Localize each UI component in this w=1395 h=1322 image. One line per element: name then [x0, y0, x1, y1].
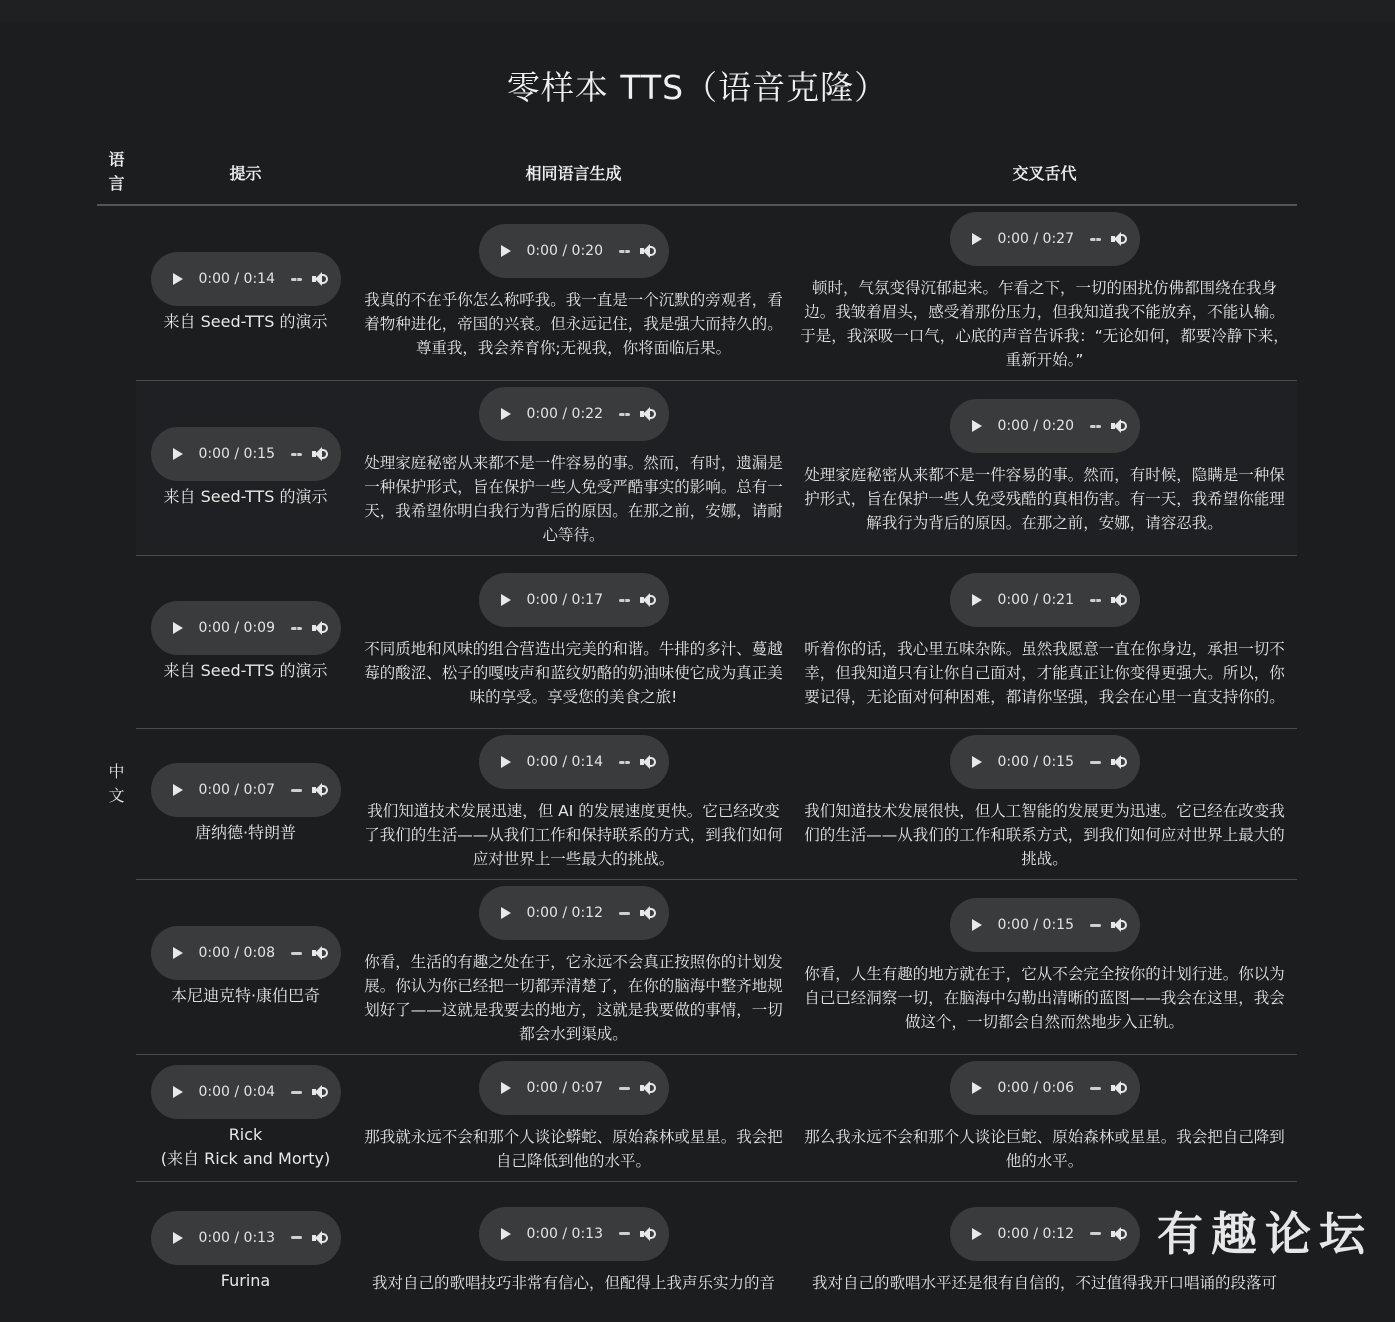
prompt-cell — [136, 729, 355, 880]
cross-lingual-cell — [792, 729, 1297, 880]
progress-bar[interactable] — [291, 789, 302, 792]
audio-time: 0:00 / 0:17 — [526, 592, 603, 608]
same-language-cell — [355, 556, 792, 729]
same-language-cell — [355, 381, 792, 556]
play-icon[interactable] — [173, 784, 183, 796]
cross-lingual-cell — [792, 205, 1297, 381]
play-icon[interactable] — [501, 594, 511, 606]
same-language-text: 那我就永远不会和那个人谈论蟒蛇、原始森林或星星。我会把自己降低到他的水平。 — [364, 1128, 783, 1170]
audio-time: 0:00 / 0:21 — [997, 592, 1074, 608]
audio-player[interactable] — [151, 763, 341, 817]
prompt-cell — [136, 1182, 355, 1322]
audio-time: 0:00 / 0:20 — [997, 418, 1074, 434]
progress-bar[interactable] — [619, 599, 630, 602]
volume-icon[interactable] — [640, 592, 656, 608]
table-row — [97, 1055, 1297, 1182]
cross-lingual-cell — [792, 381, 1297, 556]
prompt-cell — [136, 1055, 355, 1182]
prompt-caption-sub: (来自 Rick and Morty) — [160, 1149, 331, 1168]
volume-icon[interactable] — [312, 446, 328, 462]
progress-bar[interactable] — [619, 912, 630, 915]
prompt-cell — [136, 205, 355, 381]
audio-time: 0:00 / 0:14 — [526, 754, 603, 770]
audio-player[interactable] — [950, 212, 1140, 266]
demo-table — [97, 140, 1297, 1322]
same-language-text: 处理家庭秘密从来都不是一件容易的事。然而，有时，遗漏是一种保护形式，旨在保护一些人免受严酷事实的影响。总有一天，我希望你明白我行为背后的原因。在那之前，安娜，请耐心等待。 — [364, 454, 783, 544]
audio-player[interactable] — [479, 387, 669, 441]
volume-icon[interactable] — [312, 782, 328, 798]
page-title: 零样本 TTS（语音克隆） — [506, 68, 889, 107]
progress-bar[interactable] — [1090, 425, 1101, 428]
play-icon[interactable] — [972, 594, 982, 606]
header-language: 语 言 — [97, 140, 136, 205]
cross-lingual-cell — [792, 1055, 1297, 1182]
play-icon[interactable] — [173, 1086, 183, 1098]
progress-bar[interactable] — [619, 413, 630, 416]
play-icon[interactable] — [972, 1228, 982, 1240]
volume-icon[interactable] — [1111, 592, 1127, 608]
audio-time: 0:00 / 0:13 — [198, 1229, 275, 1246]
play-icon[interactable] — [501, 1228, 511, 1240]
volume-icon[interactable] — [1111, 754, 1127, 770]
header-same-language: 相同语言生成 — [355, 140, 792, 205]
cross-lingual-text: 你看，人生有趣的地方就在于，它从不会完全按你的计划行进。你以为自己已经洞察一切，在脑海中勾勒出清晰的蓝图——我会在这里，我会做这个，一切都会自然而然地步入正轨。 — [804, 965, 1285, 1031]
prompt-caption: 本尼迪克特·康伯巴奇 — [170, 986, 321, 1005]
cross-lingual-text: 我们知道技术发展很快，但人工智能的发展更为迅速。它已经在改变我们的生活——从我们的工作和联系方式，到我们如何应对世界上最大的挑战。 — [804, 802, 1285, 868]
play-icon[interactable] — [173, 1232, 183, 1244]
same-language-cell — [355, 1055, 792, 1182]
audio-player[interactable] — [950, 1207, 1140, 1261]
progress-bar[interactable] — [291, 1236, 302, 1239]
progress-bar[interactable] — [619, 1232, 630, 1235]
audio-player[interactable] — [950, 735, 1140, 789]
volume-icon[interactable] — [1111, 1226, 1127, 1242]
same-language-text: 我们知道技术发展迅速，但 AI 的发展速度更快。它已经改变了我们的生活——从我们工作和保持联系的方式，到我们如何应对世界上一些最大的挑战。 — [364, 802, 783, 868]
header-cross-lingual: 交叉舌代 — [792, 140, 1297, 205]
progress-bar[interactable] — [291, 627, 302, 630]
volume-icon[interactable] — [640, 1226, 656, 1242]
audio-player[interactable] — [151, 1211, 341, 1265]
language-cell — [97, 205, 136, 1322]
audio-time: 0:00 / 0:22 — [526, 406, 603, 422]
play-icon[interactable] — [972, 233, 982, 245]
play-icon[interactable] — [501, 408, 511, 420]
audio-player[interactable] — [151, 1065, 341, 1119]
audio-player[interactable] — [479, 1207, 669, 1261]
play-icon[interactable] — [972, 919, 982, 931]
audio-player[interactable] — [151, 427, 341, 481]
table-row — [97, 381, 1297, 556]
progress-bar[interactable] — [1090, 238, 1101, 241]
volume-icon[interactable] — [640, 754, 656, 770]
table-row — [97, 729, 1297, 880]
audio-player[interactable] — [151, 926, 341, 980]
audio-player[interactable] — [151, 252, 341, 306]
audio-time: 0:00 / 0:27 — [997, 231, 1074, 247]
same-language-text: 你看，生活的有趣之处在于，它永远不会真正按照你的计划发展。你认为你已经把一切都弄清楚了，在你的脑海中整齐地规划好了——这就是我要去的地方，这就是我要做的事情，一切都会水到渠成。 — [364, 953, 783, 1043]
table-row — [97, 880, 1297, 1055]
audio-time: 0:00 / 0:15 — [997, 917, 1074, 933]
audio-time: 0:00 / 0:04 — [198, 1084, 275, 1100]
prompt-caption: 来自 Seed-TTS 的演示 — [163, 661, 328, 680]
same-language-cell — [355, 1182, 792, 1322]
language-label: 中 文 — [108, 761, 125, 805]
play-icon[interactable] — [972, 756, 982, 768]
audio-player[interactable] — [479, 1061, 669, 1115]
cross-lingual-text: 顿时，气氛变得沉郁起来。乍看之下，一切的困扰仿佛都围绕在我身边。我皱着眉头，感受着那份压力，但我知道我不能放弃，不能认输。于是，我深吸一口气，心底的声音告诉我：“无论如何，都要冷静下来，重新开始。” — [800, 279, 1289, 369]
audio-player[interactable] — [479, 735, 669, 789]
audio-time: 0:00 / 0:12 — [997, 1225, 1074, 1242]
cross-lingual-text: 处理家庭秘密从来都不是一件容易的事。然而，有时候，隐瞒是一种保护形式，旨在保护一些人免受残酷的真相伤害。有一天，我希望你能理解我行为背后的原因。在那之前，安娜，请容忍我。 — [804, 466, 1285, 532]
play-icon[interactable] — [501, 245, 511, 257]
progress-bar[interactable] — [291, 453, 302, 456]
table-row — [97, 1182, 1297, 1322]
audio-time: 0:00 / 0:07 — [526, 1080, 603, 1096]
play-icon[interactable] — [972, 420, 982, 432]
cross-lingual-text: 那么我永远不会和那个人谈论巨蛇、原始森林或星星。我会把自己降到他的水平。 — [804, 1128, 1285, 1170]
cross-lingual-text: 听着你的话，我心里五味杂陈。虽然我愿意一直在你身边，承担一切不幸，但我知道只有让你自己面对，才能真正让你变得更强大。所以，你要记得，无论面对何种困难，都请你坚强，我会在心里一直支持你的。 — [804, 640, 1285, 706]
same-language-text: 我真的不在乎你怎么称呼我。我一直是一个沉默的旁观者，看着物种进化，帝国的兴衰。但永远记住，我是强大而持久的。尊重我，我会养育你;无视我，你将面临后果。 — [364, 291, 783, 357]
volume-icon[interactable] — [312, 620, 328, 636]
prompt-caption: 唐纳德·特朗普 — [194, 823, 297, 842]
audio-player[interactable] — [950, 898, 1140, 952]
same-language-text: 不同质地和风味的组合营造出完美的和谐。牛排的多汁、蔓越莓的酸涩、松子的嘎吱声和蓝纹奶酪的奶油味使它成为真正美味的享受。享受您的美食之旅! — [364, 640, 783, 706]
play-icon[interactable] — [173, 947, 183, 959]
prompt-cell — [136, 556, 355, 729]
audio-time: 0:00 / 0:12 — [526, 905, 603, 921]
cross-lingual-cell — [792, 880, 1297, 1055]
audio-player[interactable] — [950, 1061, 1140, 1115]
audio-time: 0:00 / 0:15 — [198, 446, 275, 462]
audio-player[interactable] — [479, 886, 669, 940]
progress-bar[interactable] — [1090, 1087, 1101, 1090]
prompt-caption: Rick — [228, 1125, 263, 1144]
volume-icon[interactable] — [640, 1080, 656, 1096]
table-row — [97, 556, 1297, 729]
volume-icon[interactable] — [640, 406, 656, 422]
progress-bar[interactable] — [619, 761, 630, 764]
audio-player[interactable] — [151, 601, 341, 655]
volume-icon[interactable] — [312, 271, 328, 287]
audio-time: 0:00 / 0:08 — [198, 945, 275, 961]
audio-time: 0:00 / 0:06 — [997, 1080, 1074, 1096]
play-icon[interactable] — [501, 1082, 511, 1094]
play-icon[interactable] — [173, 448, 183, 460]
play-icon[interactable] — [173, 273, 183, 285]
audio-player[interactable] — [950, 573, 1140, 627]
volume-icon[interactable] — [1111, 418, 1127, 434]
volume-icon[interactable] — [1111, 917, 1127, 933]
progress-bar[interactable] — [291, 278, 302, 281]
same-language-text: 我对自己的歌唱技巧非常有信心，但配得上我声乐实力的音 — [371, 1273, 775, 1292]
audio-time: 0:00 / 0:09 — [198, 620, 275, 636]
audio-time: 0:00 / 0:15 — [997, 754, 1074, 770]
play-icon[interactable] — [972, 1082, 982, 1094]
play-icon[interactable] — [501, 907, 511, 919]
audio-player[interactable] — [479, 224, 669, 278]
play-icon[interactable] — [173, 622, 183, 634]
play-icon[interactable] — [501, 756, 511, 768]
progress-bar[interactable] — [291, 1091, 302, 1094]
prompt-caption: 来自 Seed-TTS 的演示 — [163, 487, 328, 506]
prompt-caption: 来自 Seed-TTS 的演示 — [163, 312, 328, 331]
same-language-cell — [355, 729, 792, 880]
same-language-cell — [355, 205, 792, 381]
progress-bar[interactable] — [619, 1087, 630, 1090]
volume-icon[interactable] — [312, 1230, 328, 1246]
audio-time: 0:00 / 0:07 — [198, 782, 275, 798]
progress-bar[interactable] — [619, 250, 630, 253]
progress-bar[interactable] — [1090, 924, 1101, 927]
top-strip — [0, 0, 1395, 22]
audio-player[interactable] — [950, 399, 1140, 453]
audio-player[interactable] — [479, 573, 669, 627]
volume-icon[interactable] — [312, 945, 328, 961]
prompt-caption: Furina — [220, 1270, 271, 1290]
volume-icon[interactable] — [640, 243, 656, 259]
volume-icon[interactable] — [1111, 231, 1127, 247]
table-header-row — [97, 140, 1297, 205]
audio-time: 0:00 / 0:14 — [198, 271, 275, 287]
header-prompt: 提示 — [136, 140, 355, 205]
same-language-cell — [355, 880, 792, 1055]
cross-lingual-cell — [792, 556, 1297, 729]
cross-lingual-text: 我对自己的歌唱水平还是很有自信的，不过值得我开口唱诵的段落可 — [811, 1273, 1277, 1292]
progress-bar[interactable] — [1090, 761, 1101, 764]
volume-icon[interactable] — [640, 905, 656, 921]
volume-icon[interactable] — [1111, 1080, 1127, 1096]
volume-icon[interactable] — [312, 1084, 328, 1100]
audio-time: 0:00 / 0:20 — [526, 243, 603, 259]
progress-bar[interactable] — [1090, 599, 1101, 602]
watermark-logo: 有趣论坛 — [1157, 1207, 1373, 1261]
audio-time: 0:00 / 0:13 — [526, 1225, 603, 1242]
progress-bar[interactable] — [291, 952, 302, 955]
prompt-cell — [136, 880, 355, 1055]
prompt-cell — [136, 381, 355, 556]
progress-bar[interactable] — [1090, 1232, 1101, 1235]
table-row — [97, 205, 1297, 381]
